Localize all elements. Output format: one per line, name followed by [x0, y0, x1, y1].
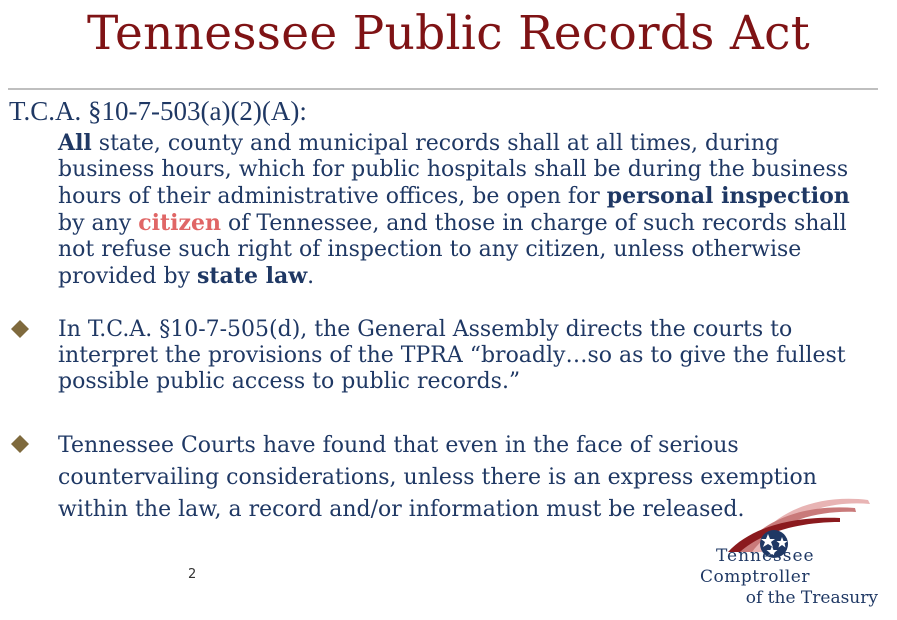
- bullet-item-2: Tennessee Courts have found that even in the face of serious countervailing considerations, unless there is an express exemption within the law, a record and/or information must be released.: [58, 433, 817, 522]
- statute-quote: [58, 130, 858, 290]
- page-number: 2: [188, 567, 197, 582]
- quote-text-3: of Tennessee, and those in charge of such records shall not refuse such right of inspection to any citizen, unless otherwise provided by: [58, 211, 847, 289]
- diamond-bullet-icon: [10, 319, 30, 339]
- quote-period: .: [307, 264, 315, 289]
- bullet-item-1: In T.C.A. §10-7-505(d), the General Assembly directs the courts to interpret the provisions of the TPRA “broadly…so as to give the fullest possible public access to public records.”: [58, 317, 846, 394]
- slide-title: Tennessee Public Records Act: [87, 6, 810, 61]
- quote-state-law: state law: [197, 263, 308, 289]
- quote-personal-inspection: personal inspection: [606, 183, 850, 209]
- quote-citizen: citizen: [138, 210, 221, 236]
- logo-line-treasury: of the Treasury: [745, 588, 878, 608]
- title-divider: [8, 88, 878, 90]
- quote-all: All: [58, 130, 92, 156]
- logo-line-tennessee: Tennessee: [716, 546, 815, 566]
- quote-text-1: state, county and municipal records shall at all times, during business hours, which for public hospitals shall be during the business hours of their administrative offices, be open for: [58, 131, 849, 209]
- quote-text-2: by any: [58, 211, 139, 236]
- statute-citation: T.C.A. §10-7-503(a)(2)(A):: [9, 96, 307, 126]
- logo-line-comptroller: Comptroller: [700, 567, 810, 587]
- comptroller-logo-text: [690, 546, 878, 609]
- diamond-bullet-icon: [10, 434, 30, 454]
